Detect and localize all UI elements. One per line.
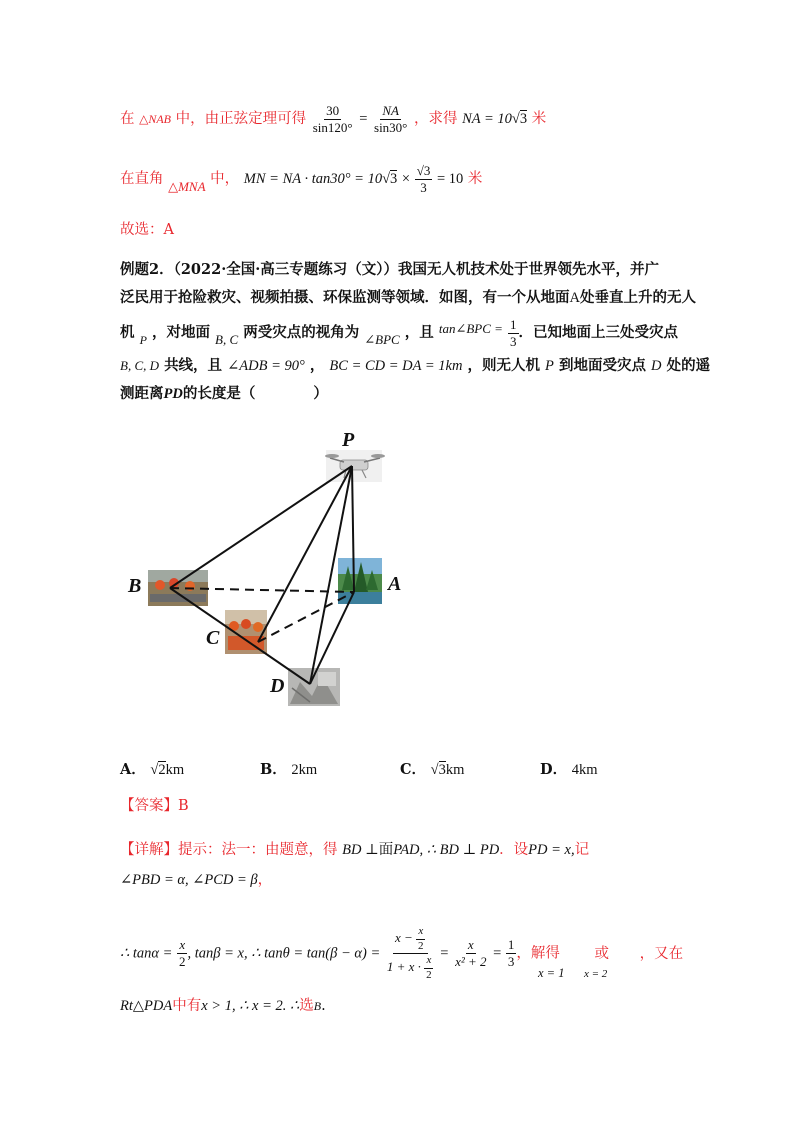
line-bd	[170, 588, 310, 684]
option-c[interactable]	[400, 758, 464, 779]
unit: 米	[531, 111, 547, 128]
angle-bpc: ∠BPC	[364, 332, 400, 348]
point-a: A	[569, 290, 580, 306]
text: 中有	[172, 998, 202, 1014]
points-bcd: B, C, D	[120, 358, 159, 373]
point-p: P	[545, 358, 554, 374]
line-pc	[258, 466, 352, 642]
fraction-1-3	[508, 318, 519, 348]
math: PD = x,	[528, 842, 575, 858]
sqrt-arg: 3	[438, 762, 446, 778]
text: ，又在	[639, 945, 684, 962]
text: 泛民用于抢险救灾、视频拍摄、环保监测等领域．如图，有一个从地面	[120, 289, 570, 306]
text: ，则无人机	[467, 357, 540, 374]
tan-expression: tan∠BPC =	[438, 321, 503, 337]
math: x > 1, ∴ x = 2. ∴	[201, 998, 300, 1014]
big-den	[385, 954, 436, 981]
points-bc: B, C	[215, 332, 239, 348]
option-value: km	[165, 762, 185, 778]
triangle-mna: △MNA	[168, 179, 206, 195]
num: x	[424, 955, 433, 969]
inner-frac	[424, 955, 434, 981]
text: 共线，且	[164, 357, 223, 374]
problem-line-1: 例题2．（2022·全国·高三专题练习（文））我国无人机技术处于世界领先水平，并广	[120, 261, 660, 278]
math: ∠PBD = α, ∠PCD = β	[120, 872, 258, 888]
den: 2	[179, 954, 186, 970]
math: BD ⊥	[342, 842, 379, 858]
fraction-na-sin30	[372, 104, 409, 134]
math: Rt△PDA	[120, 998, 173, 1014]
den: 3	[507, 954, 515, 970]
sqrt-symbol: √	[382, 171, 391, 188]
detail-line-4	[120, 996, 326, 1016]
fraction-1-3	[506, 938, 517, 968]
num: 1	[507, 937, 515, 953]
text: 在直角	[120, 171, 164, 188]
text: 提示：法一：由题意，得	[178, 842, 338, 858]
num: 30	[326, 103, 340, 118]
text: 处垂直上升的无人	[579, 289, 696, 306]
problem-line-5	[120, 384, 328, 404]
den-text: 1 + x ·	[386, 959, 421, 975]
num: 1	[510, 317, 517, 332]
text: 两受灾点的视角为	[243, 324, 360, 342]
root-x2: x = 2	[584, 968, 608, 980]
den: 2	[418, 939, 424, 952]
label-b: B	[128, 575, 142, 597]
equals: =	[359, 111, 368, 128]
label-a: A	[388, 573, 402, 595]
den: sin120°	[312, 119, 353, 135]
lengths: BC = CD = DA = 1km	[329, 358, 463, 374]
problem-line-3	[120, 318, 678, 348]
option-letter: B．	[260, 761, 287, 778]
option-value: 4km	[571, 762, 598, 778]
sine-law-line	[120, 104, 546, 134]
unit: 米	[467, 171, 483, 188]
choice-line: 故选：A	[120, 222, 174, 238]
triangle-nab: △NAB	[139, 112, 172, 127]
den: 2	[426, 968, 432, 981]
sqrt-arg: 2	[158, 762, 166, 778]
option-value: 2km	[291, 762, 318, 778]
na-value: NA = 10	[462, 111, 512, 128]
text: 机	[120, 324, 135, 342]
den: sin30°	[374, 119, 408, 135]
text: 或	[594, 945, 610, 962]
detail-line-2	[120, 870, 272, 890]
result: = 10	[436, 171, 464, 188]
fraction-sqrt3-3	[415, 164, 433, 194]
segment-pd: PD	[163, 386, 183, 402]
problem-line-4	[120, 356, 710, 376]
text: 记	[574, 842, 590, 858]
sqrt-symbol: √	[150, 762, 159, 778]
option-d[interactable]	[540, 758, 597, 779]
den: 3	[420, 179, 427, 195]
text: ，解得	[516, 945, 560, 962]
option-value: km	[445, 762, 465, 778]
text: 选	[299, 998, 314, 1014]
fraction-x-2	[177, 938, 188, 968]
detail-label: 【详解】	[120, 842, 178, 858]
text: 在	[120, 111, 135, 128]
label-p: P	[342, 429, 355, 451]
geometry-figure	[0, 420, 800, 750]
num: x	[416, 926, 425, 940]
option-letter: D．	[540, 761, 568, 778]
answer-label: 【答案】B	[120, 798, 189, 814]
num: NA	[382, 103, 400, 118]
text: 中，	[210, 171, 240, 188]
text: 到地面受灾点	[558, 357, 646, 374]
detail-line-1	[120, 840, 589, 860]
math: PAD, ∴ BD ⊥ PD	[393, 842, 500, 858]
math: ∴ tanα =	[120, 945, 173, 962]
text: ．设	[499, 842, 529, 858]
text: ．已知地面上三处受灾点	[518, 324, 679, 342]
den: 3	[510, 333, 517, 349]
problem-line-2	[120, 288, 696, 308]
right-triangle-line	[120, 164, 482, 194]
label-c: C	[206, 627, 220, 649]
sqrt-arg: 3	[519, 111, 528, 128]
math: , tanβ = x, ∴ tanθ = tan(β − α) =	[187, 945, 381, 962]
text: 测距离	[120, 385, 164, 402]
point-p: P	[139, 333, 147, 348]
sqrt-symbol: √	[511, 111, 520, 128]
option-a[interactable]	[120, 758, 184, 779]
text: ，对地面	[151, 324, 210, 342]
equals: =	[440, 945, 449, 962]
math: B	[313, 999, 322, 1013]
text: ，求得	[414, 111, 458, 128]
mn-expression: MN = NA · tan30° = 10	[243, 171, 383, 188]
text: ，	[309, 357, 325, 374]
text: 中，由正弦定理可得	[175, 111, 307, 128]
angle-adb: ∠ADB = 90°	[227, 358, 305, 374]
option-b[interactable]	[260, 758, 317, 779]
sqrt-symbol: √	[430, 762, 439, 778]
num: x	[467, 937, 474, 953]
rescue-team-photo	[225, 610, 267, 654]
option-letter: C．	[400, 761, 427, 778]
times: ×	[401, 171, 411, 188]
equals: =	[493, 945, 502, 962]
text: 面	[378, 842, 394, 858]
fraction-x-x2plus2	[453, 938, 488, 968]
text: ，	[257, 872, 273, 888]
text: .	[321, 998, 326, 1014]
label-d: D	[270, 675, 285, 697]
inner-frac	[416, 926, 426, 952]
root-x1: x = 1	[538, 966, 565, 980]
text: 处的遥	[666, 357, 711, 374]
point-d: D	[651, 358, 662, 374]
num-text: x −	[394, 930, 413, 946]
text: 的长度是（ ）	[182, 385, 328, 402]
line-pb	[170, 466, 352, 588]
den: x² + 2	[455, 954, 487, 970]
text: ，且	[404, 324, 434, 342]
big-num	[393, 926, 428, 954]
big-fraction	[385, 926, 436, 981]
option-letter: A．	[120, 761, 146, 778]
sqrt-arg: 3	[390, 171, 398, 188]
num: x	[179, 937, 186, 953]
fraction-30-sin120	[311, 104, 355, 134]
num: √3	[416, 163, 431, 178]
